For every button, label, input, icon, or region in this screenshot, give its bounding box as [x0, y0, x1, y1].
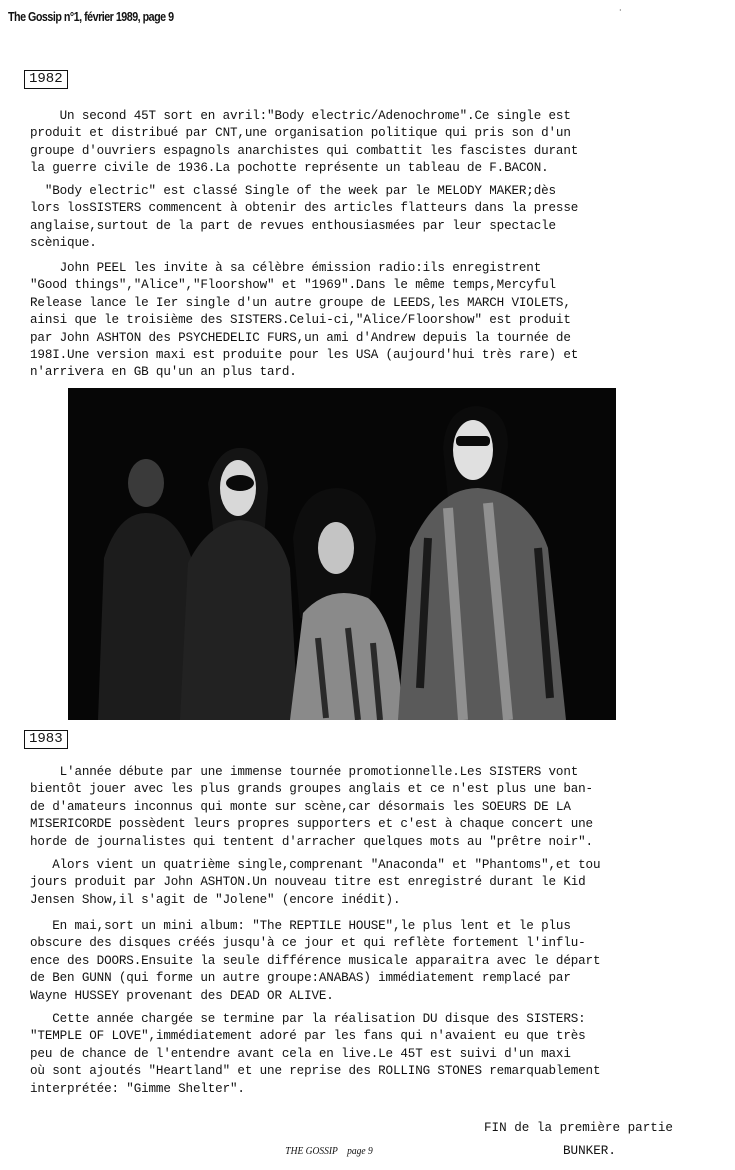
page-header: The Gossip n°1, février 1989, page 9: [8, 10, 174, 24]
paragraph-1982-1: Un second 45T sort en avril:"Body electric/Adenochrome".Ce single est produit et distribué par CNT,une organisation politique qui pris son d'un groupe d'ouvriers espagnols anarchistes qui combattit les fascistes durant la guerre civile de 1936.La pochotte représente un tableau de F.BACON.: [30, 109, 579, 176]
paragraph-1982-3: John PEEL les invite à sa célèbre émission radio:ils enregistrent "Good things","Alice","Floorshow" et "1969".Dans le même temps,Mercyful Release lance le Ier single d'un autre groupe de LEEDS,les MARCH VIOLETS, ainsi que le troisième des SISTERS.Celui-ci,"Alice/Floorshow" est produit par John ASHTON des PSYCHEDELIC FURS,un ami d'Andrew depuis la tournée de 198I.Une version maxi est produite pour les USA (aujourd'hui très rare) et n'arrivera en GB qu'un an plus tard.: [30, 261, 579, 380]
band-photo-illustration: [68, 388, 616, 720]
year-label-1982: 1982: [24, 70, 68, 89]
paragraph-1982-2: "Body electric" est classé Single of the week par le MELODY MAKER;dès lors losSISTERS commencent à obtenir des articles flatteurs dans la presse anglaise,surtout de la part de revues enthousiasmées par leur spectacle scènique.: [30, 184, 579, 251]
paragraph-1983-1: L'année débute par une immense tournée promotionnelle.Les SISTERS vont bientôt jouer avec les plus grands groupes anglais et ce n'est plus une ban- de d'amateurs inconnus qui monte sur scène,car désormais les SOEURS DE LA MISERICORDE possèdent leurs propres supporters et c'est à chaque concert une horde de journalistes qui tentent d'arracher quelques mots au "prêtre noir".: [30, 765, 593, 849]
band-photo: [68, 388, 616, 720]
paragraph-1983-2: Alors vient un quatrième single,comprenant "Anaconda" et "Phantoms",et tou jours produit par John ASHTON.Un nouveau titre est enregistré durant le Kid Jensen Show,il s'agit de "Jolene" (encore inédit).: [30, 858, 601, 907]
author-signature: BUNKER.: [563, 1144, 616, 1158]
paragraph-1983-4: Cette année chargée se termine par la réalisation DU disque des SISTERS: "TEMPLE OF LOVE",immédiatement adoré par les fans qui n'avaient eu que très peu de chance de l'entendre avant cela en live.Le 45T est suivi d'un maxi où sont ajoutés "Heartland" et une reprise des ROLLING STONES remarquablement interprétée: "Gimme Shelter".: [30, 1012, 601, 1096]
year-label-1983: 1983: [24, 730, 68, 749]
page-footer: THE GOSSIP page 9: [285, 1146, 373, 1157]
speck-mark: ·: [619, 6, 622, 15]
end-note: FIN de la première partie: [484, 1121, 673, 1135]
paragraph-1983-3: En mai,sort un mini album: "The REPTILE HOUSE",le plus lent et le plus obscure des disques créés jusqu'à ce jour et qui reflète fortement l'influ- ence des DOORS.Ensuite la seule différence musicale apparaitra avec le départ de Ben GUNN (qui forme un autre groupe:ANABAS) immédiatement remplacé par Wayne HUSSEY provenant des DEAD OR ALIVE.: [30, 919, 601, 1003]
